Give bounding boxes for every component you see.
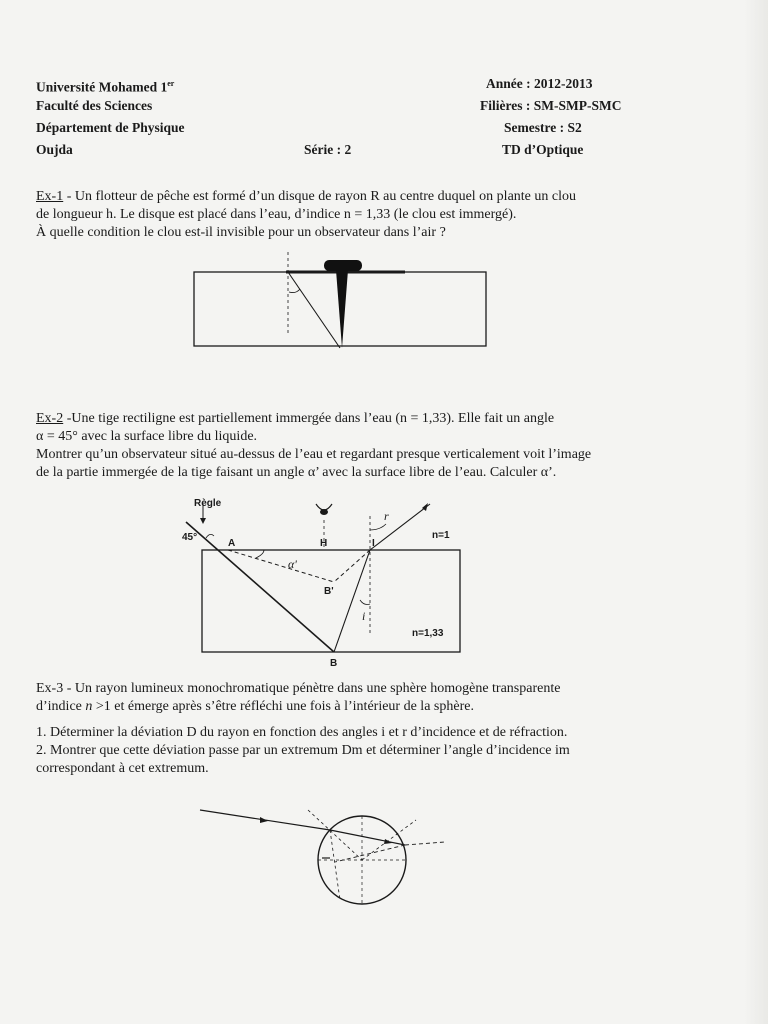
rod-refraction-diagram: [170, 494, 480, 674]
scan-page-edge: [744, 0, 768, 1024]
label-B: B: [330, 658, 338, 669]
series-label: Série : 2: [304, 142, 352, 157]
university-name: Université Mohamed 1er: [36, 79, 175, 95]
label-i: i: [362, 609, 366, 623]
programs: Filières : SM-SMP-SMC: [480, 98, 622, 113]
academic-year: Année : 2012-2013: [486, 76, 593, 91]
course-title: TD d’Optique: [502, 142, 584, 157]
label-I: I: [372, 538, 375, 549]
exercise-1: Ex-1 - Un flotteur de pêche est formé d’un disque de rayon R au centre duquel on plante un clou de longueur h. Le disque est placé dans l’eau, d’indice n = 1,33 (le clou est immergé). À quelle condition le clou est-il invisible pour un observateur dans l’air ?: [36, 189, 576, 240]
label-ruler: Règle: [194, 498, 222, 509]
float-nail-diagram: [190, 256, 500, 356]
label-alpha-prime: α': [288, 557, 297, 571]
sphere-ray-diagram: [200, 800, 460, 910]
label-n133: n=1,33: [412, 628, 444, 639]
semester: Semestre : S2: [504, 120, 582, 135]
label-r: r: [384, 509, 389, 523]
label-n1: n=1: [432, 530, 450, 541]
label-Bprime: B': [324, 586, 334, 597]
faculty-name: Faculté des Sciences: [36, 98, 153, 113]
exercise-2: Ex-2 -Une tige rectiligne est partiellement immergée dans l’eau (n = 1,33). Elle fait un angle α = 45° avec la surface libre du liquide. Montrer qu’un observateur situé au-dessus de l’eau et regardant presque verticalement voit l’image de la partie immergée de la tige faisant un angle α’ avec la surface libre de l’eau. Calculer α’.: [36, 411, 592, 480]
label-A: A: [228, 538, 236, 549]
city-name: Oujda: [36, 142, 73, 157]
exercise-3: Ex-3 - Un rayon lumineux monochromatique pénètre dans une sphère homogène transparente d’indice n >1 et émerge après s’être réfléchi une fois à l’intérieur de la sphère. 1. Déterminer la déviation D du rayon en fonction des angles i et r d’incidence et de réfraction. 2. Montrer que cette déviation passe par un extremum Dm et déterminer l’angle d’incidence im correspondant à cet extremum.: [36, 681, 570, 776]
label-H: H: [320, 538, 328, 549]
exercise-3-label: Ex-3: [36, 681, 64, 696]
department-name: Département de Physique: [36, 120, 185, 135]
exercise-1-label: Ex-1: [36, 189, 64, 204]
exercise-2-label: Ex-2: [36, 411, 64, 426]
label-45deg: 45°: [182, 532, 198, 543]
